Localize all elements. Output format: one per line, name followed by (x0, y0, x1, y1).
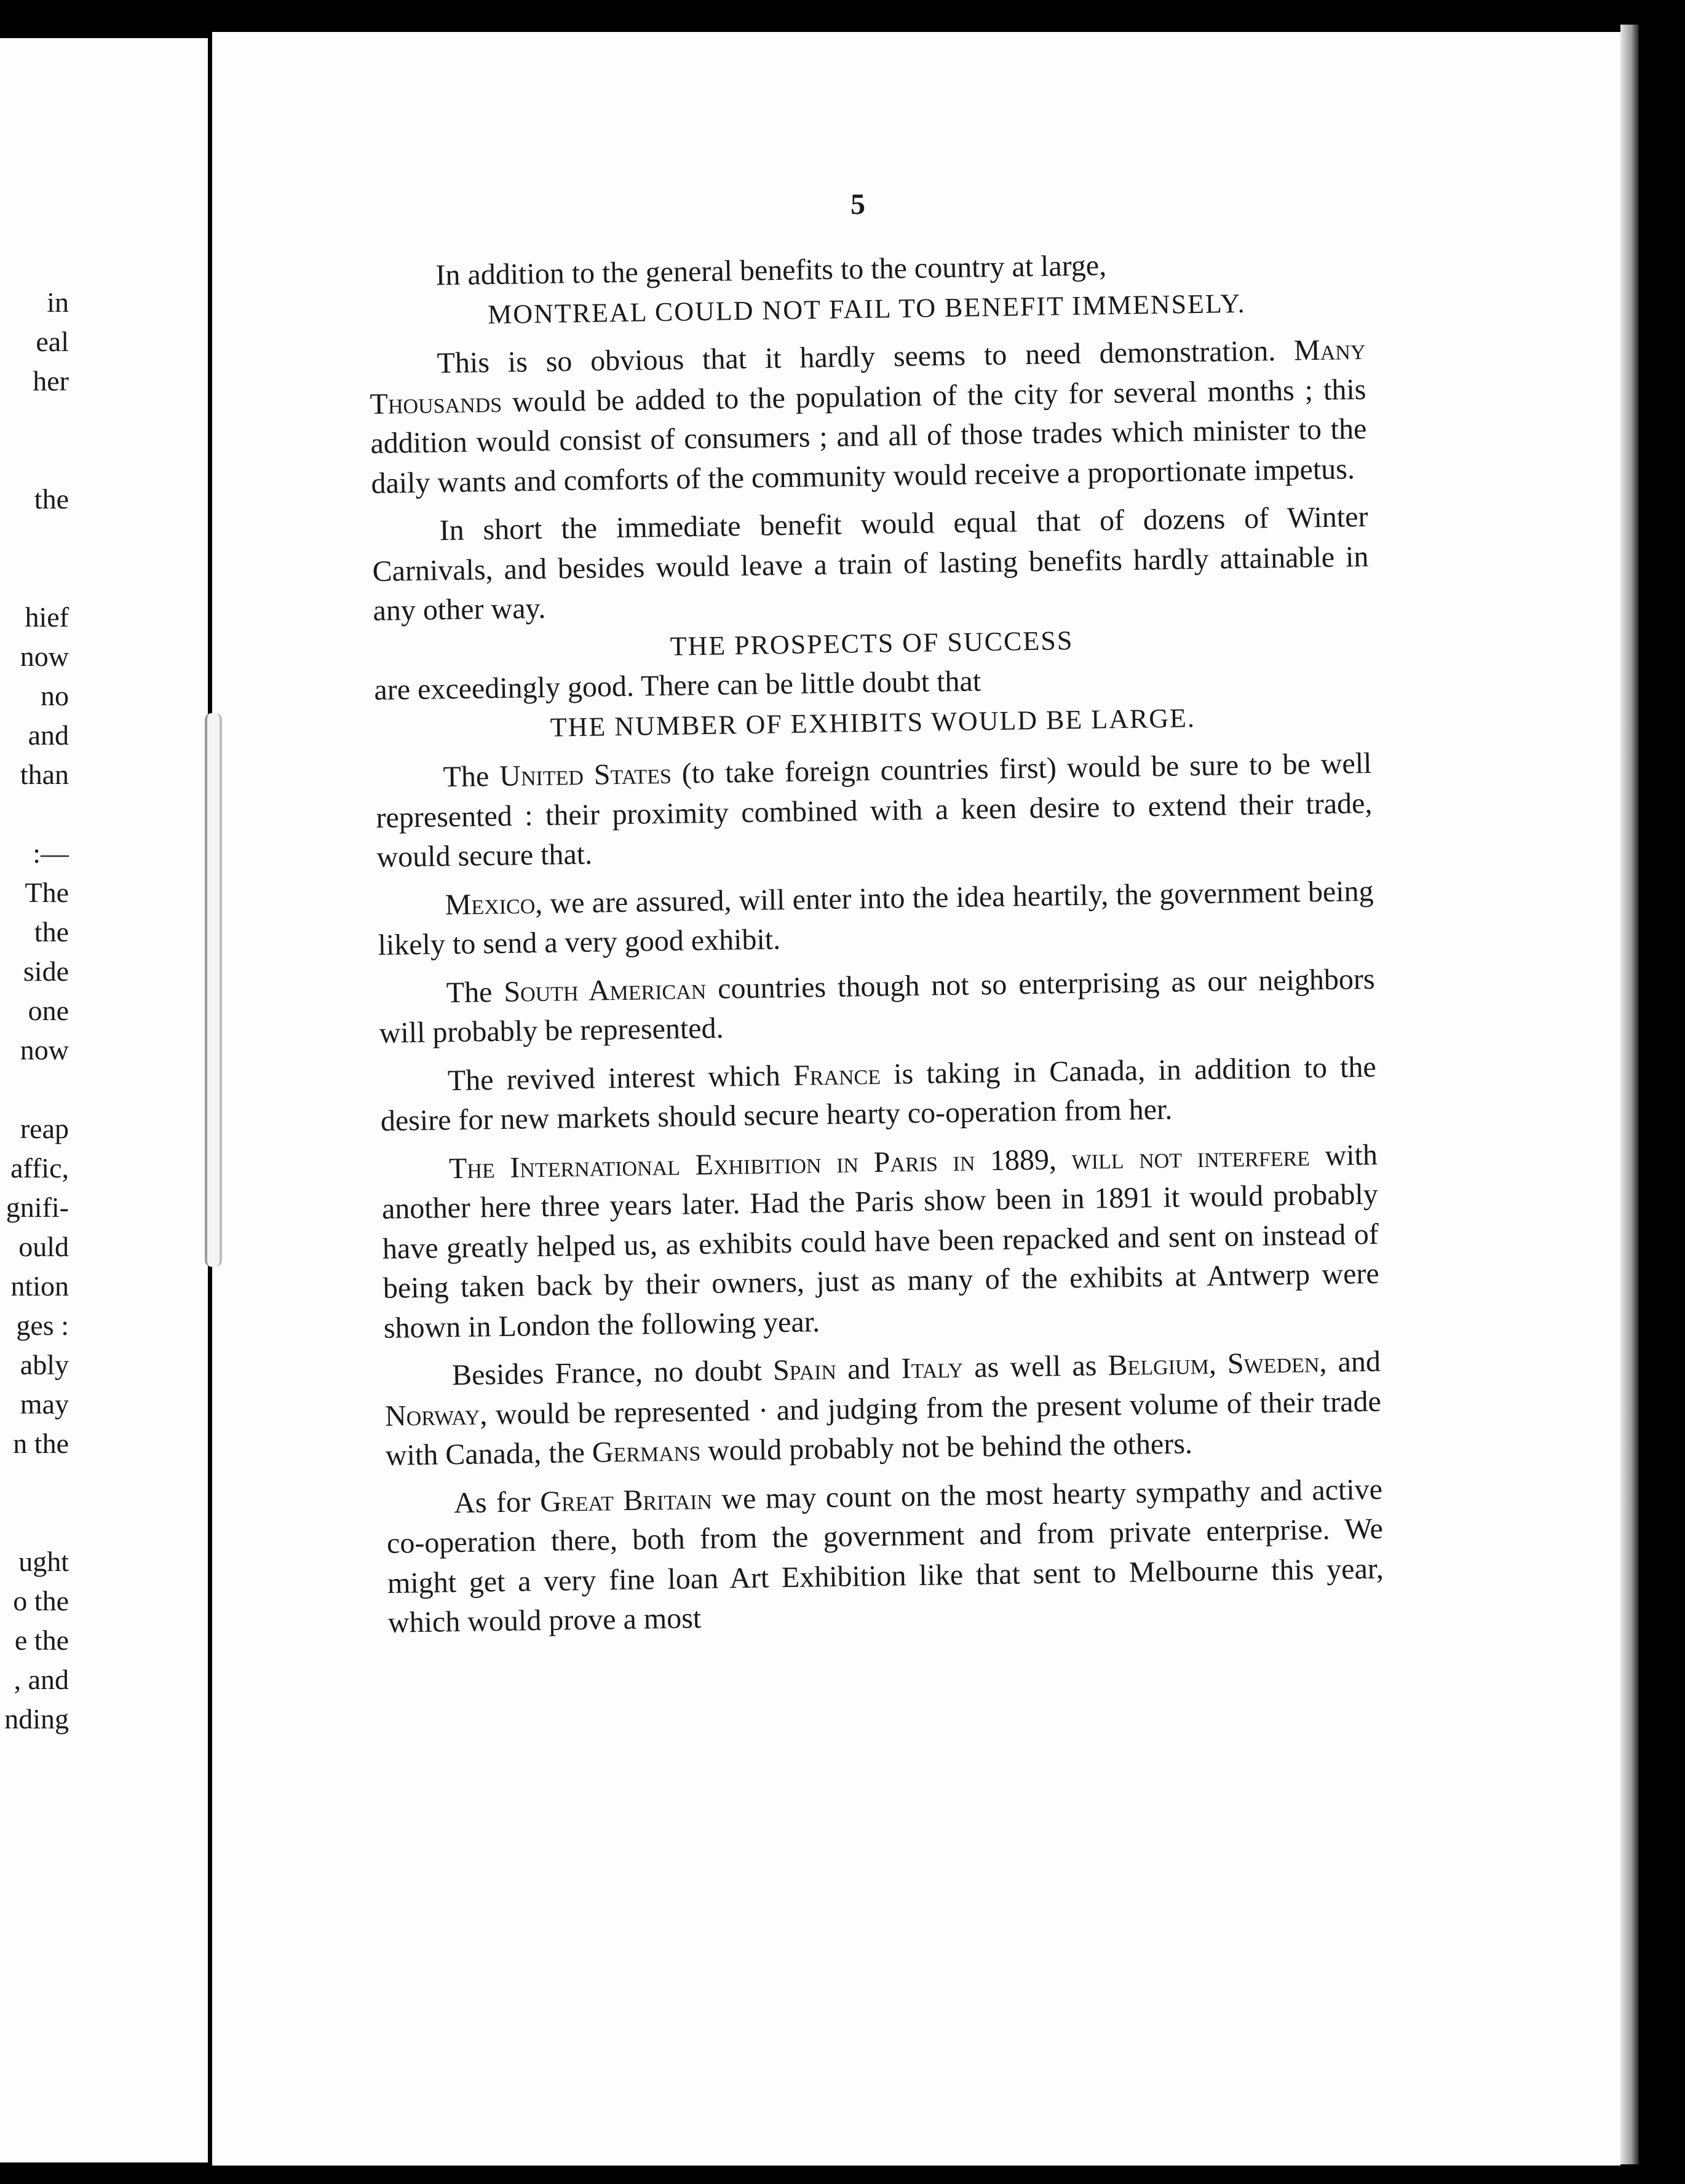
left-page-fragment: one (28, 995, 69, 1026)
page-edge (1620, 25, 1639, 2164)
left-page-fragment: and (28, 719, 69, 751)
binding-crease (205, 713, 222, 1267)
paragraph-4: are exceedingly good. There can be little doubt that (374, 665, 981, 706)
left-page-fragment: ges : (16, 1310, 69, 1341)
paragraph-6: Mexico, we are assured, will enter into the idea heartily, the government being likely to send a very good exhibit. (378, 874, 1374, 962)
left-page-fragment: now (20, 641, 69, 672)
left-page-fragment: ught (18, 1546, 69, 1577)
left-page-fragment: nding (4, 1703, 69, 1735)
left-page-fragment: side (23, 956, 69, 987)
heading-montreal: MONTREAL COULD NOT FAIL TO BENEFIT IMMENSELY. (487, 288, 1246, 330)
paragraph-3: In short the immediate benefit would equal that of dozens of Winter Carnivals, and besides would leave a train of lasting benefits hardly attainable in any other way. (372, 500, 1369, 627)
left-page-fragment: eal (36, 326, 69, 357)
body-text (368, 242, 1384, 1652)
paragraph-5: The United States (to take foreign countries first) would be sure to be well represented : their proximity combined with a keen desire to extend their trade, would secure that. (376, 746, 1373, 874)
paragraph-8: The revived interest which France is taking in Canada, in addition to the desire for new markets should secure hearty co-operation from her. (380, 1050, 1377, 1138)
left-page-fragment: The (25, 877, 69, 908)
paragraph-text: In addition to the general benefits to the country at large, (435, 249, 1107, 292)
left-page-fragment: n the (13, 1428, 69, 1459)
paragraph-7: The South American countries though not so enterprising as our neighbors will probably be represented. (379, 962, 1375, 1050)
left-page-fragment: ntion (10, 1270, 69, 1302)
paragraph-9: The International Exhibition in Paris in 1889, will not interfere with another here three years later. Had the Paris show been in 1891 it would probably have greatly helped us, as exhibits could have been repacked and sent on instead of being taken back by their owners, just as many of the exhibits at Antwerp were shown in London the following year. (381, 1138, 1380, 1345)
left-page-fragment: :— (33, 837, 69, 869)
left-page-fragment: ould (18, 1231, 69, 1262)
page-number: 5 (850, 188, 865, 221)
left-page-fragment: reap (20, 1113, 69, 1144)
left-page-fragment: o the (13, 1585, 69, 1616)
paragraph-11: As for Great Britain we may count on the most hearty sympathy and active co-operation there, both from the government and from private enterprise. We might get a very fine loan Art Exhibition like that sent to Melbourne this year, which would prove a most (386, 1473, 1384, 1639)
left-page-fragment: than (20, 759, 69, 790)
left-page-fragment: hief (25, 601, 69, 633)
left-page-fragment: now (20, 1034, 69, 1066)
left-page-fragment: the (34, 483, 69, 515)
left-page-fragment: gnifi- (6, 1192, 69, 1223)
left-page-fragment: in (47, 287, 69, 318)
heading-exhibits: THE NUMBER OF EXHIBITS WOULD BE LARGE. (550, 702, 1196, 743)
left-page-fragment: , and (14, 1664, 69, 1695)
heading-prospects: THE PROSPECTS OF SUCCESS (670, 625, 1074, 662)
left-page-fragment: ably (20, 1349, 69, 1380)
left-page-fragment: may (20, 1388, 69, 1420)
paragraph-10: Besides France, no doubt Spain and Italy as well as Belgium, Sweden, and Norway, would be represented · and judging from the present volume of their trade with Canada, the Germans would probably not be behind the others. (384, 1345, 1382, 1472)
left-page-fragment: the (34, 916, 69, 948)
paragraph-2: This is so obvious that it hardly seems to need demonstration. Many Thousands would be added to the population of the city for several months ; this addition would consist of consumers ; and all of those trades which minister to the daily wants and comforts of the community would receive a proportionate impetus. (370, 333, 1367, 500)
left-page-fragment: affic, (10, 1152, 69, 1184)
left-page-fragment: e the (14, 1624, 69, 1656)
left-page-fragment: her (33, 365, 69, 397)
left-page-fragment: no (41, 680, 69, 711)
